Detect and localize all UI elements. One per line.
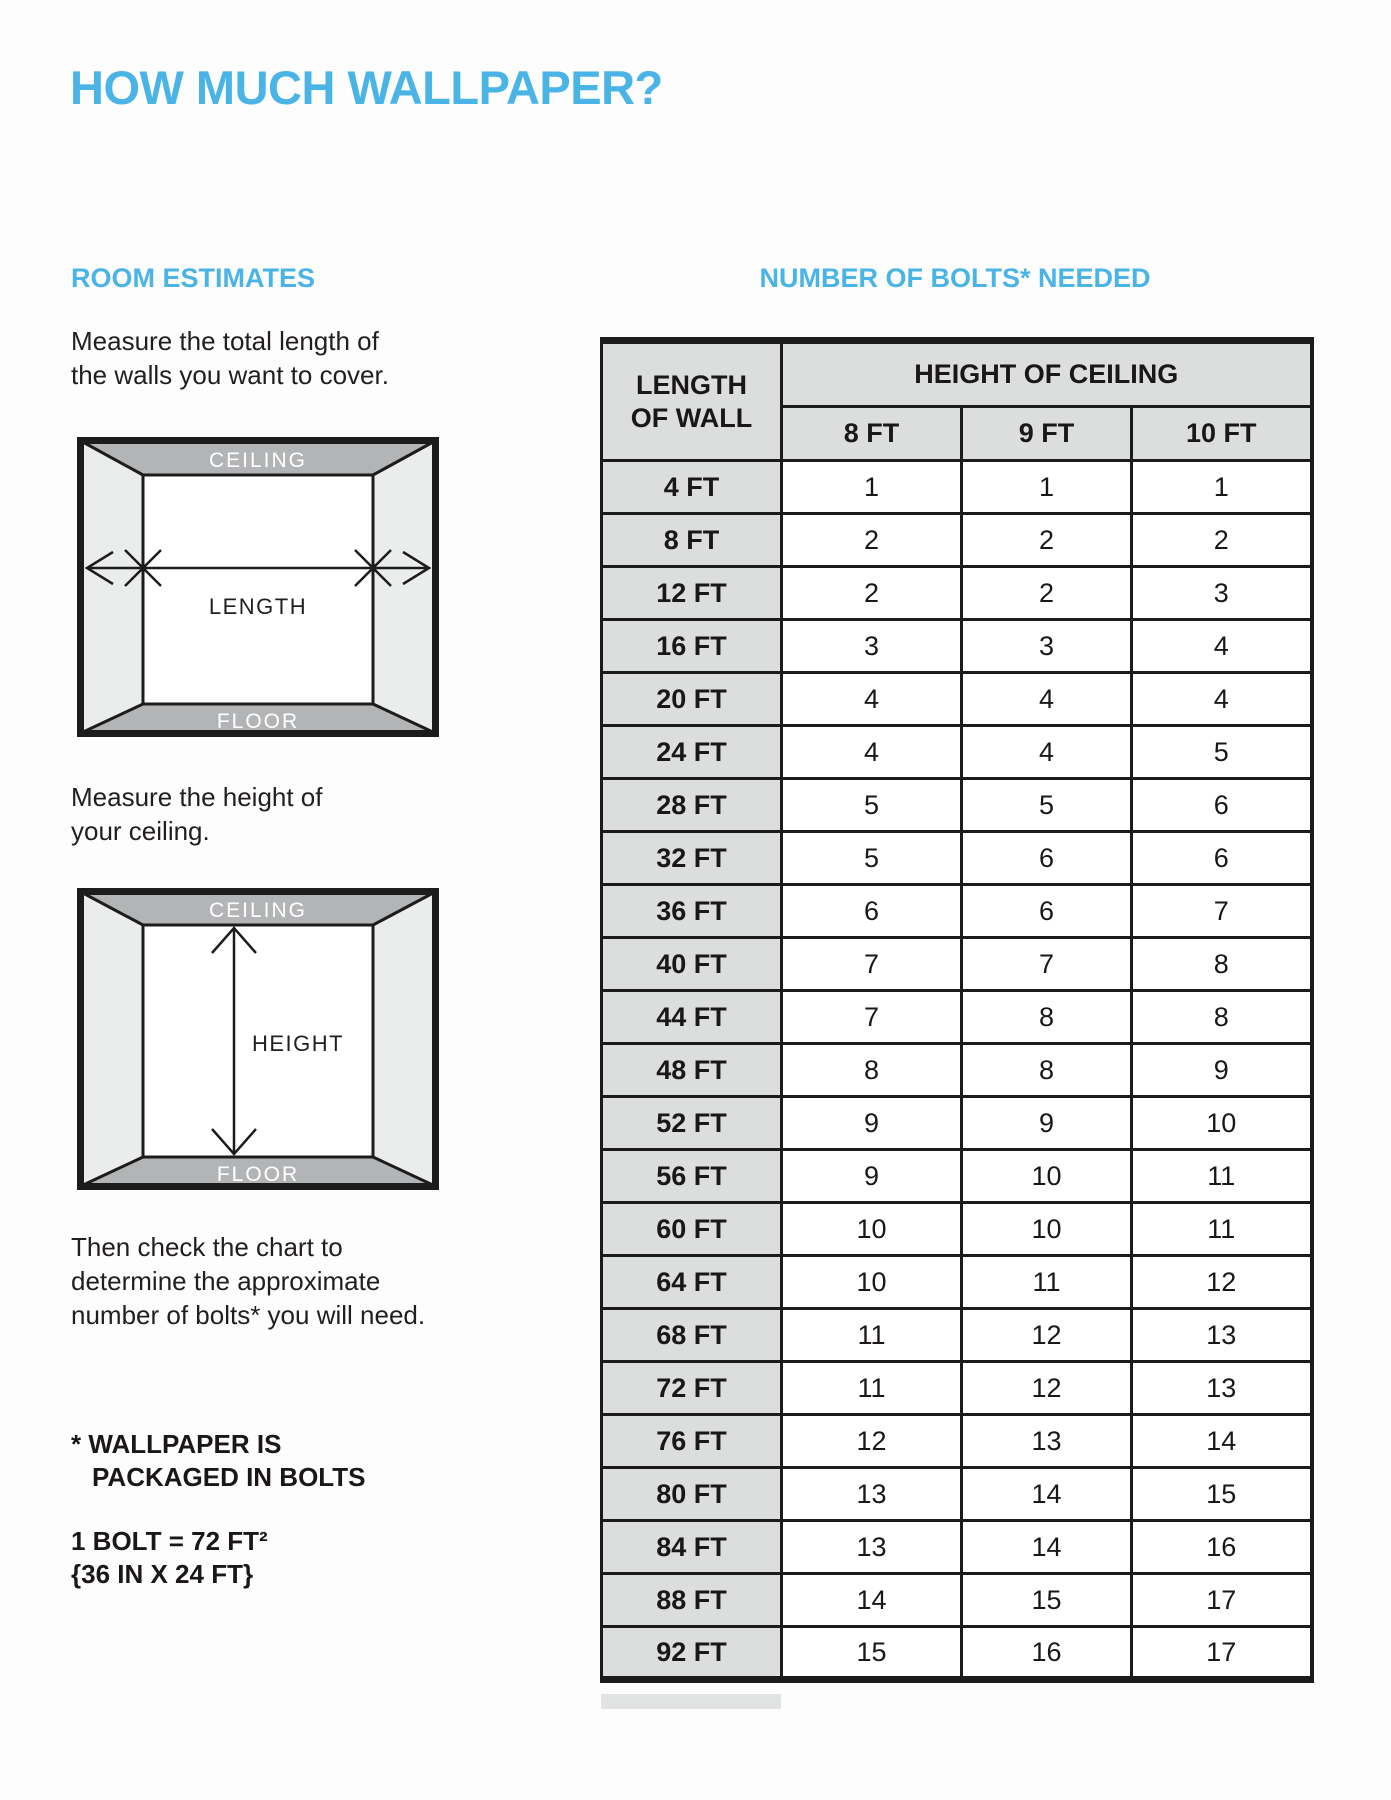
bolt-dimensions: {36 IN X 24 FT} [71,1559,254,1589]
table-row [602,1521,1312,1574]
bolt-count-cell: 5 [962,779,1132,832]
bolt-count-cell: 15 [962,1574,1132,1627]
room-height-diagram [77,888,439,1195]
paragraph-line: determine the approximate [71,1266,381,1296]
table-row [602,991,1312,1044]
bolt-count-cell: 4 [1132,673,1312,726]
bolt-count-cell: 9 [782,1097,962,1150]
bolt-count-cell: 12 [962,1362,1132,1415]
bolt-count-cell: 10 [962,1203,1132,1256]
table-row [602,1627,1312,1680]
row-label: 92 FT [602,1627,782,1680]
table-row [602,1256,1312,1309]
bolt-count-cell: 8 [962,991,1132,1044]
measure-length-paragraph [71,324,389,392]
bolt-count-cell: 4 [962,726,1132,779]
bolt-count-cell: 13 [1132,1309,1312,1362]
row-label: 32 FT [602,832,782,885]
height-label: HEIGHT [252,1031,345,1056]
height-of-ceiling-header: HEIGHT OF CEILING [782,341,1312,407]
row-label: 76 FT [602,1415,782,1468]
bolt-count-cell: 6 [962,885,1132,938]
table-row [602,1415,1312,1468]
row-label: 88 FT [602,1574,782,1627]
bolt-count-cell: 14 [962,1521,1132,1574]
bolt-count-cell: 8 [1132,991,1312,1044]
length-of-wall-header [602,341,782,461]
bolts-table [600,337,1314,1683]
row-label: 36 FT [602,885,782,938]
table-row [602,1044,1312,1097]
paragraph-line: Measure the total length of [71,326,379,356]
paragraph-line: number of bolts* you will need. [71,1300,426,1330]
row-label: 24 FT [602,726,782,779]
ceiling-label: CEILING [208,449,308,472]
bolt-count-cell: 4 [782,726,962,779]
bolt-count-cell: 13 [1132,1362,1312,1415]
bolt-count-cell: 5 [782,832,962,885]
bolt-count-cell: 10 [782,1256,962,1309]
paragraph-line: the walls you want to cover. [71,360,389,390]
bolt-count-cell: 15 [1132,1468,1312,1521]
back-wall-surface [143,475,373,704]
floor-label: FLOOR [216,1163,300,1186]
length-label: LENGTH [208,594,308,619]
ceiling-label: CEILING [208,899,308,922]
bolt-count-cell: 7 [782,991,962,1044]
bolt-count-cell: 6 [782,885,962,938]
row-label: 52 FT [602,1097,782,1150]
row-label: 20 FT [602,673,782,726]
measure-height-paragraph [71,780,323,848]
bolt-count-cell: 1 [1132,461,1312,514]
bolt-size-info [71,1525,268,1591]
footnote-line: * WALLPAPER IS [71,1429,282,1459]
bolt-count-cell: 7 [1132,885,1312,938]
bolt-count-cell: 9 [782,1150,962,1203]
row-label: 72 FT [602,1362,782,1415]
col-header-8ft: 8 FT [782,407,962,461]
row-label: 84 FT [602,1521,782,1574]
table-row [602,1203,1312,1256]
table-bottom-strip [601,1694,781,1709]
row-label: 44 FT [602,991,782,1044]
room-length-diagram [77,437,439,742]
table-row [602,1574,1312,1627]
row-label: 80 FT [602,1468,782,1521]
bolt-count-cell: 5 [1132,726,1312,779]
bolt-count-cell: 17 [1132,1627,1312,1680]
bolt-count-cell: 2 [782,567,962,620]
right-wall-surface [373,892,435,1186]
row-label: 16 FT [602,620,782,673]
room-estimates-heading: ROOM ESTIMATES [71,263,316,293]
bolts-table-container [600,337,1314,1683]
table-row [602,620,1312,673]
row-label: 40 FT [602,938,782,991]
bolt-count-cell: 6 [1132,832,1312,885]
floor-label: FLOOR [216,710,300,733]
paragraph-line: Then check the chart to [71,1232,343,1262]
bolt-equation: 1 BOLT = 72 FT² [71,1526,268,1556]
bolt-count-cell: 3 [782,620,962,673]
bolt-count-cell: 13 [782,1521,962,1574]
bolt-count-cell: 8 [1132,938,1312,991]
bolt-count-cell: 16 [962,1627,1132,1680]
paragraph-line: your ceiling. [71,816,210,846]
bolt-count-cell: 8 [782,1044,962,1097]
bolt-count-cell: 12 [962,1309,1132,1362]
bolt-count-cell: 10 [962,1150,1132,1203]
bolt-count-cell: 15 [782,1627,962,1680]
table-row [602,514,1312,567]
row-label: 12 FT [602,567,782,620]
bolt-count-cell: 8 [962,1044,1132,1097]
bolt-count-cell: 11 [782,1309,962,1362]
footnote-line: PACKAGED IN BOLTS [92,1462,366,1492]
page-title: HOW MUCH WALLPAPER? [70,61,663,114]
bolt-count-cell: 13 [962,1415,1132,1468]
bolt-count-cell: 11 [782,1362,962,1415]
bolt-count-cell: 4 [782,673,962,726]
bolt-count-cell: 6 [962,832,1132,885]
col-header-10ft: 10 FT [1132,407,1312,461]
left-wall-surface [81,892,143,1186]
bolt-count-cell: 10 [782,1203,962,1256]
bolt-count-cell: 1 [962,461,1132,514]
table-row [602,461,1312,514]
table-row [602,885,1312,938]
header-line: LENGTH [636,369,747,400]
paragraph-line: Measure the height of [71,782,323,812]
table-row [602,673,1312,726]
bolt-count-cell: 12 [782,1415,962,1468]
table-row [602,779,1312,832]
bolt-count-cell: 10 [1132,1097,1312,1150]
bolt-count-cell: 3 [1132,567,1312,620]
check-chart-paragraph [71,1230,425,1332]
right-wall-surface [373,441,435,733]
col-header-9ft: 9 FT [962,407,1132,461]
table-row [602,1468,1312,1521]
row-label: 8 FT [602,514,782,567]
wallpaper-bolts-footnote [71,1428,365,1494]
row-label: 64 FT [602,1256,782,1309]
row-label: 28 FT [602,779,782,832]
bolt-count-cell: 14 [1132,1415,1312,1468]
bolt-count-cell: 11 [1132,1203,1312,1256]
bolt-count-cell: 3 [962,620,1132,673]
row-label: 56 FT [602,1150,782,1203]
left-wall-surface [81,441,143,733]
table-row [602,938,1312,991]
table-row [602,1150,1312,1203]
row-label: 68 FT [602,1309,782,1362]
table-row [602,1362,1312,1415]
bolt-count-cell: 9 [1132,1044,1312,1097]
bolt-count-cell: 2 [962,514,1132,567]
bolt-count-cell: 4 [962,673,1132,726]
bolt-count-cell: 7 [962,938,1132,991]
bolts-needed-heading: NUMBER OF BOLTS* NEEDED [759,263,1151,293]
bolt-count-cell: 14 [782,1574,962,1627]
table-row [602,832,1312,885]
bolt-count-cell: 16 [1132,1521,1312,1574]
bolt-count-cell: 2 [1132,514,1312,567]
row-label: 4 FT [602,461,782,514]
bolt-count-cell: 13 [782,1468,962,1521]
table-row [602,1309,1312,1362]
bolt-count-cell: 17 [1132,1574,1312,1627]
header-line: OF WALL [630,402,753,433]
bolt-count-cell: 5 [782,779,962,832]
bolt-count-cell: 11 [1132,1150,1312,1203]
table-row [602,726,1312,779]
table-row [602,567,1312,620]
bolt-count-cell: 14 [962,1468,1132,1521]
bolt-count-cell: 12 [1132,1256,1312,1309]
bolt-count-cell: 7 [782,938,962,991]
bolt-count-cell: 1 [782,461,962,514]
bolt-count-cell: 4 [1132,620,1312,673]
row-label: 60 FT [602,1203,782,1256]
row-label: 48 FT [602,1044,782,1097]
bolt-count-cell: 2 [782,514,962,567]
bolt-count-cell: 9 [962,1097,1132,1150]
bolt-count-cell: 2 [962,567,1132,620]
bolt-count-cell: 6 [1132,779,1312,832]
bolt-count-cell: 11 [962,1256,1132,1309]
table-row [602,1097,1312,1150]
